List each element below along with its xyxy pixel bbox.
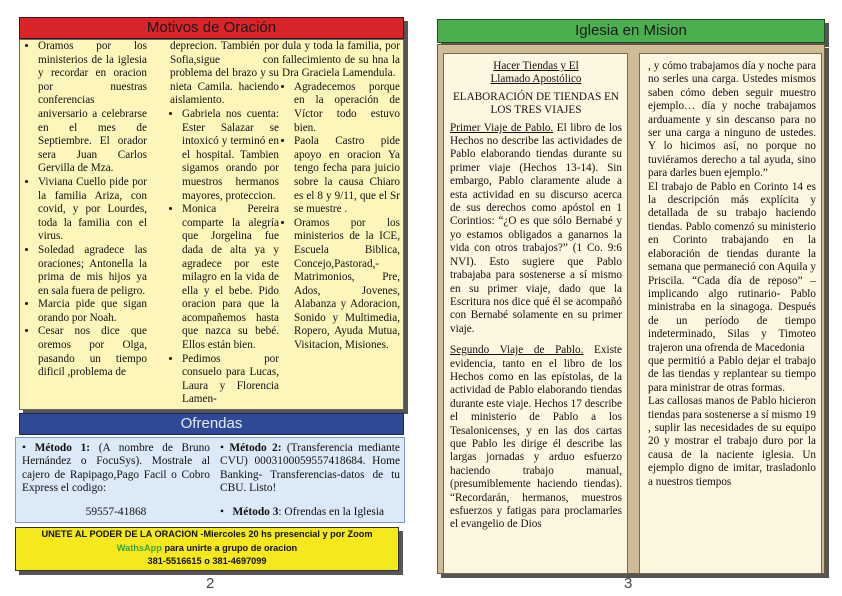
mission-header: [437, 19, 825, 43]
prayer-item: • Oramos por los ministerios de la ICE, Escuela Biblica, Concejo,Pastorad,-Matrimonios, Pre, Ados, Jovenes, Alabanza y Adoracion, Sonido y Multimedia, Ropero, Ayuda Mutua, Visitacion, Misiones.: [294, 217, 400, 353]
prayer-item: • Gabriela nos cuenta: Ester Salazar se intoxicó y terminó en el hospital. Tambien sigamos orando por muestros hermanos mayores, proteccion.: [182, 108, 279, 203]
metodo-3: • Método 3: Ofrendas en la Iglesia: [220, 506, 385, 518]
banner-line-2: WathsApp para unirte a grupo de oracion: [116, 542, 298, 553]
prayer-column-2: [170, 40, 279, 407]
mission-column-2: [639, 53, 822, 574]
metodo-2-text: (Transferencia mediante CVU) 0003100059557418684. Home Banking- Transferencias-datos de tu CBU. Listo!: [220, 442, 400, 495]
prayer-item: • Pedimos por consuelo para Lucas, Laura y Florencia Lamen-: [182, 353, 279, 407]
metodo-3-label: Método 3: [232, 506, 279, 518]
ofrendas-header: [19, 413, 404, 435]
prayer-item: • Oramos por los ministerios de la iglesia y recordar en oracion por nuestras conferencias aniversario a celebrarse en el mes de Septiembre. El orador sera Juan Carlos Gervilla de Mza.: [38, 40, 147, 176]
banner-phones: 381-5516615 o 381-4697099: [147, 556, 267, 567]
article-heading: ELABORACIÓN DE TIENDAS EN LOS TRES VIAJES: [452, 90, 620, 117]
article-subtitle: Llamado Apostólico: [490, 73, 582, 86]
prayer-column-1: [22, 40, 147, 380]
prayer-item: • Marcia pide que sigan orando por Noah.: [38, 298, 147, 325]
metodo-1-label: Método 1:: [34, 442, 91, 454]
paragraph: Las callosas manos de Pablo hicieron tiendas para sostenerse a sí mismo 19 , suplir las necesidades de su equipo 20 y mostrar el trabajo duro por la causa de la naciente iglesia. Un ejemplo digno de imitar, trasladonlo a nuestros tiempos: [648, 395, 816, 488]
paragraph: El trabajo de Pablo en Corinto 14 es la descripción más explícita y detallada de su trabajo haciendo tiendas. Pablo comenzó su ministerio en Corinto trabajando en la elaboración de tiendas durante la semana que permaneció con Aquila y Priscila. “Cada día de reposo” –implicando algo rutinario- Pablo ministraba en la sinagoga. Después de un período de tiempo indeterminado, Silas y Timoteo trajeron una ofrenda de Macedonia: [648, 180, 816, 354]
paragraph-second-trip: Segundo Viaje de Pablo. Existe evidencia, tanto en el libro de los Hechos como en las epístolas, de la actividad de Pablo elaborando tiendas durante este viaje. Hechos 17 describe el ministerio de Pablo a los Tesalonicenses, y en las dos cartas que Pablo les dirige él describe las largas jornadas y arduo esfuerzo haciendo trabajo manual, (presumiblemente haciendo tiendas). “Recordarán, hermanos, muestros esfuerzos y fatigas para proclamarles el evangelio de Dios: [450, 344, 622, 531]
banner-line-1: UNETE AL PODER DE LA ORACION -Miercoles 20 hs presencial y por Zoom: [41, 529, 373, 539]
prayer-item: • Soledad agradece las oraciones; Antonella la prima de mis hijos ya en sala fuera de peligro.: [38, 244, 147, 298]
mission-column-1: [443, 53, 628, 574]
prayer-item: • Viviana Cuello pide por la familia Ariza, con covid, y por Lourdes, toda la familia con el virus.: [38, 176, 147, 244]
prayer-box: [19, 39, 404, 410]
article-subtitle: Hacer Tiendas y El: [493, 60, 579, 72]
metodo-2: • Método 2: (Transferencia mediante CVU) 0003100059557418684. Home Banking- Transferencias-datos de tu CBU. Listo!: [220, 442, 400, 495]
prayer-continuation: deprecion. También por Sofia,sigue con problema del brazo y su nieta Camila. haciendo aislamiento.: [170, 40, 279, 107]
prayer-item: • Cesar nos dice que oremos por Olga, pasando un tiempo dificil ,problema de: [38, 325, 147, 379]
prayer-header: [19, 17, 404, 39]
prayer-header-title: Motivos de Oración: [146, 19, 277, 36]
metodo-1-text: (A nombre de Bruno Hernández o FocuSys). Mostrale al cajero de Rapipago,Pago Facil o Cobro Express el codigo:: [22, 442, 210, 495]
paragraph: que permitió a Pablo dejar el trabajo de las tiendas y replantear su tiempo para ministrar de otras formas.: [648, 354, 816, 394]
page-number-right: 3: [624, 575, 633, 592]
prayer-item: • Paola Castro pide apoyo en oracion Ya tengo fecha para juicio sobre la causa Chiaro es el 8 y 9/11, que el Sr se muestre .: [294, 135, 400, 217]
prayer-continuation: dula y toda la familia, por fallecimiento de su hna la Dra Graciela Lamendula.: [282, 40, 400, 80]
metodo-3-text: : Ofrendas en la Iglesia: [278, 506, 385, 518]
prayer-meeting-banner: [15, 527, 399, 571]
whatsapp-label: WathsApp: [116, 542, 162, 553]
metodo-2-label: Método 2:: [229, 442, 282, 454]
page-number-left: 2: [206, 575, 215, 592]
ofrendas-box: [15, 437, 405, 523]
ofrendas-title: Ofrendas: [180, 415, 243, 432]
prayer-item: • Monica Pereira comparte la alegría que Jorgelina fue dada de alta ya y agradece por este milagro en la vida de ella y el bebe. Pido oracion para que la acompañemos hasta que nazca su bebé. Ellos están bien.: [182, 203, 279, 353]
prayer-column-3: [282, 40, 400, 353]
prayer-item: • Agradecemos porque en la operación de Víctor todo estuvo bien.: [294, 81, 400, 135]
paragraph: , y cómo trabajamos día y noche para no serles una carga. Ustedes mismos saben cómo deben seguir muestro ejemplo… día y noche trabajamos arduamente y sin descanso para no ser una carga a ninguno de ustedes. Y lo hicimos así, no porque no tuviéramos derecho a tal ayuda, sino para darles buen ejemplo.”: [648, 60, 816, 180]
mission-box: [437, 44, 825, 574]
mission-header-title: Iglesia en Mision: [575, 22, 687, 39]
metodo-1: • Método 1: (A nombre de Bruno Hernández o FocuSys). Mostrale al cajero de Rapipago,Pago Facil o Cobro Express el codigo:: [22, 442, 210, 495]
metodo-1-code: 59557-41868: [85, 506, 147, 518]
paragraph-first-trip: Primer Viaje de Pablo. El libro de los Hechos no describe las actividades de Pablo elaborando tiendas durante su primer viaje (Hechos 13-14). Sin embargo, Pablo claramente alude a esta actividad en su discurso acerca de sus derechos como apóstol en 1 Corintios: “¿O es que sólo Bernabé y yo estamos obligados a ganarnos la vida con otros trabajos?” (1 Co. 9:6 NVI). Esto sugiere que Pablo trabajaba para sostenerse a sí mismo en su primer viaje, dado que la Escritura nos dice qué él se acompañó con Bernabé solamente en su primer viaje.: [450, 121, 623, 335]
